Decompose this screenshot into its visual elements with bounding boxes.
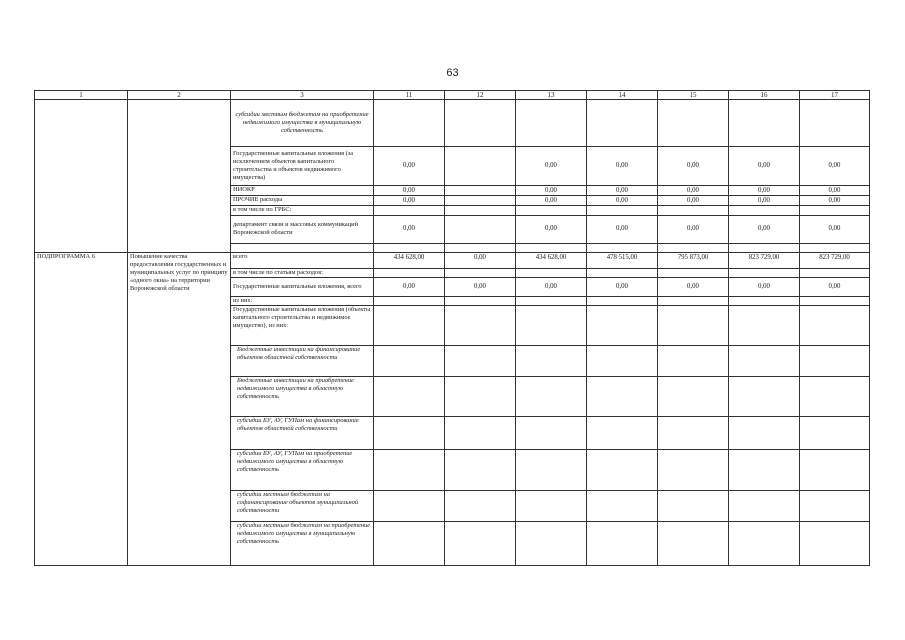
value-cell: [445, 306, 516, 346]
value-cell: [729, 206, 800, 215]
value-cell: [658, 491, 729, 522]
value-cell: [800, 243, 870, 252]
value-cell: [516, 450, 587, 491]
value-cell: [729, 296, 800, 305]
expense-label: субсидии местным бюджетам на приобретение недвижимого имущества в муниципальную собственность: [231, 100, 374, 147]
value-cell: [800, 491, 870, 522]
expense-label: субсидии местным бюджетам на софинансирование объектов муниципальной собственности: [231, 491, 374, 522]
value-cell: [516, 268, 587, 277]
value-cell: 0,00: [374, 186, 445, 196]
value-cell: [516, 377, 587, 417]
expense-label: Государственные капитальные вложения (объекты капитального строительства и недвижимое имущество), из них:: [231, 306, 374, 346]
value-cell: [729, 491, 800, 522]
value-cell: [800, 346, 870, 377]
value-cell: [374, 377, 445, 417]
expense-label: в том числе по ГРБС:: [231, 206, 374, 215]
column-number: 12: [445, 91, 516, 100]
value-cell: [800, 206, 870, 215]
expense-label: Бюджетные инвестиции на финансирование объектов областной собственности: [231, 346, 374, 377]
expense-label: Бюджетные инвестиции на приобретение недвижимого имущества в областную собственность: [231, 377, 374, 417]
value-cell: [658, 450, 729, 491]
budget-table: [34, 90, 870, 566]
value-cell: [445, 186, 516, 196]
value-cell: [729, 522, 800, 566]
expense-label: Государственные капитальные вложения, всего: [231, 277, 374, 296]
subprogram-name: Повышение качества предоставления государственных и муниципальных услуг по принципу «одного окна» на территории Воронежской области: [128, 252, 231, 565]
value-cell: [658, 268, 729, 277]
value-cell: [445, 417, 516, 450]
table-row: [35, 100, 870, 147]
value-cell: [445, 491, 516, 522]
value-cell: 0,00: [729, 215, 800, 243]
value-cell: [445, 377, 516, 417]
value-cell: [800, 450, 870, 491]
value-cell: [658, 306, 729, 346]
value-cell: [374, 206, 445, 215]
value-cell: 0,00: [658, 196, 729, 206]
value-cell: [658, 100, 729, 147]
program-code-cell: [35, 100, 128, 253]
value-cell: 0,00: [658, 147, 729, 186]
value-cell: [800, 417, 870, 450]
expense-label: департамент связи и массовых коммуникаций Воронежской области: [231, 215, 374, 243]
column-number: 1: [35, 91, 128, 100]
value-cell: [800, 100, 870, 147]
value-cell: [445, 147, 516, 186]
value-cell: 0,00: [587, 147, 658, 186]
value-cell: 0,00: [800, 277, 870, 296]
value-cell: [445, 268, 516, 277]
value-cell: 0,00: [516, 277, 587, 296]
expense-label: в том числе по статьям расходов:: [231, 268, 374, 277]
value-cell: 823 729,00: [800, 252, 870, 268]
column-number-row: [35, 91, 870, 100]
value-cell: [374, 100, 445, 147]
value-cell: 0,00: [374, 147, 445, 186]
value-cell: [658, 377, 729, 417]
value-cell: [800, 377, 870, 417]
value-cell: [445, 450, 516, 491]
value-cell: 0,00: [587, 186, 658, 196]
value-cell: 0,00: [800, 196, 870, 206]
expense-label: НИОКР: [231, 186, 374, 196]
value-cell: 0,00: [729, 147, 800, 186]
value-cell: 0,00: [516, 186, 587, 196]
value-cell: [374, 346, 445, 377]
value-cell: 478 515,00: [587, 252, 658, 268]
value-cell: [800, 268, 870, 277]
value-cell: 0,00: [658, 215, 729, 243]
value-cell: [374, 491, 445, 522]
value-cell: [374, 268, 445, 277]
expense-label: субсидии БУ, АУ, ГУПам на финансирование объектов областной собственности: [231, 417, 374, 450]
value-cell: 0,00: [374, 196, 445, 206]
expense-label: Государственные капитальные вложения (за исключением объектов капитального строительства и объектов недвижимого имущества): [231, 147, 374, 186]
value-cell: [729, 417, 800, 450]
value-cell: [516, 522, 587, 566]
expense-label: из них:: [231, 296, 374, 305]
value-cell: [658, 243, 729, 252]
value-cell: [587, 491, 658, 522]
value-cell: [729, 243, 800, 252]
expense-label: субсидии БУ, АУ, ГУПам на приобретение недвижимого имущества в областную собственность: [231, 450, 374, 491]
expense-label: всего: [231, 252, 374, 268]
value-cell: [516, 306, 587, 346]
value-cell: 434 628,00: [374, 252, 445, 268]
page-number: 63: [446, 67, 459, 79]
value-cell: [445, 196, 516, 206]
value-cell: [374, 417, 445, 450]
value-cell: [729, 377, 800, 417]
table-row: [35, 252, 870, 268]
value-cell: [516, 243, 587, 252]
value-cell: [587, 306, 658, 346]
value-cell: [800, 306, 870, 346]
column-number: 11: [374, 91, 445, 100]
value-cell: [729, 100, 800, 147]
value-cell: [445, 100, 516, 147]
value-cell: 0,00: [516, 147, 587, 186]
value-cell: [374, 306, 445, 346]
program-name-cell: [128, 100, 231, 253]
column-number: 16: [729, 91, 800, 100]
value-cell: [516, 417, 587, 450]
column-number: 17: [800, 91, 870, 100]
value-cell: [587, 243, 658, 252]
value-cell: [374, 522, 445, 566]
value-cell: [374, 243, 445, 252]
value-cell: [587, 346, 658, 377]
value-cell: [587, 268, 658, 277]
value-cell: 0,00: [587, 277, 658, 296]
value-cell: [729, 268, 800, 277]
value-cell: 0,00: [658, 277, 729, 296]
value-cell: 0,00: [587, 215, 658, 243]
column-number: 2: [128, 91, 231, 100]
value-cell: [445, 296, 516, 305]
value-cell: [445, 215, 516, 243]
value-cell: [516, 206, 587, 215]
value-cell: 0,00: [445, 277, 516, 296]
column-number: 13: [516, 91, 587, 100]
value-cell: [445, 346, 516, 377]
value-cell: [445, 243, 516, 252]
column-number: 15: [658, 91, 729, 100]
value-cell: 0,00: [800, 186, 870, 196]
value-cell: 0,00: [516, 215, 587, 243]
value-cell: 0,00: [516, 196, 587, 206]
value-cell: [587, 206, 658, 215]
value-cell: 434 628,00: [516, 252, 587, 268]
value-cell: [800, 522, 870, 566]
subprogram-code: ПОДПРОГРАММА 6: [35, 252, 128, 565]
value-cell: [729, 450, 800, 491]
value-cell: [587, 296, 658, 305]
value-cell: [729, 306, 800, 346]
value-cell: [587, 522, 658, 566]
value-cell: [587, 450, 658, 491]
value-cell: [587, 417, 658, 450]
value-cell: [658, 296, 729, 305]
value-cell: [445, 206, 516, 215]
value-cell: 0,00: [729, 196, 800, 206]
value-cell: 0,00: [729, 186, 800, 196]
value-cell: [587, 100, 658, 147]
expense-label: [231, 243, 374, 252]
value-cell: 0,00: [800, 215, 870, 243]
value-cell: [658, 346, 729, 377]
value-cell: [658, 522, 729, 566]
value-cell: [516, 346, 587, 377]
value-cell: [800, 296, 870, 305]
value-cell: [658, 206, 729, 215]
value-cell: 0,00: [729, 277, 800, 296]
value-cell: 795 873,00: [658, 252, 729, 268]
value-cell: 0,00: [587, 196, 658, 206]
value-cell: 0,00: [800, 147, 870, 186]
expense-label: ПРОЧИЕ расходы: [231, 196, 374, 206]
value-cell: 0,00: [374, 277, 445, 296]
column-number: 3: [231, 91, 374, 100]
value-cell: [658, 417, 729, 450]
column-number: 14: [587, 91, 658, 100]
value-cell: 823 729,00: [729, 252, 800, 268]
value-cell: [374, 296, 445, 305]
value-cell: [516, 296, 587, 305]
value-cell: [445, 522, 516, 566]
expense-label: субсидии местным бюджетам на приобретение недвижимого имущества в муниципальную собственность: [231, 522, 374, 566]
value-cell: 0,00: [374, 215, 445, 243]
value-cell: [729, 346, 800, 377]
value-cell: 0,00: [658, 186, 729, 196]
value-cell: [374, 450, 445, 491]
value-cell: 0,00: [445, 252, 516, 268]
value-cell: [587, 377, 658, 417]
value-cell: [516, 100, 587, 147]
value-cell: [516, 491, 587, 522]
